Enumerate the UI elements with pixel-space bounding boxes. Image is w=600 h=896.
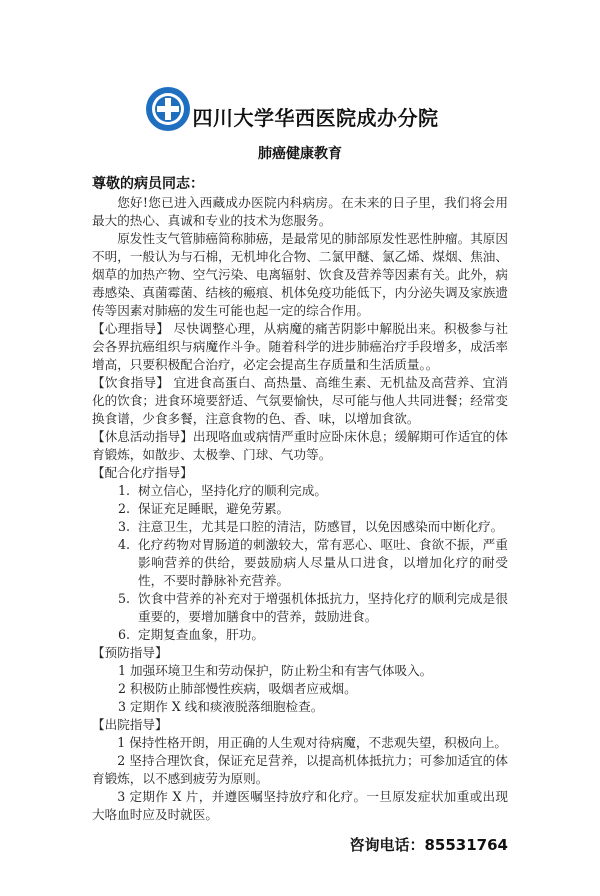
list-item: 1 加强环境卫生和劳动保护，防止粉尘和有害气体吸入。	[118, 663, 433, 678]
section-title: 【休息活动指导】	[92, 429, 193, 444]
rest-section	[92, 428, 508, 464]
list-item: 1 保持性格开朗，用正确的人生观对待病魔，不悲观失望，积极向上。	[117, 735, 508, 750]
list-item	[118, 626, 508, 644]
item-number: 1.	[118, 483, 131, 498]
section-title: 【出院指导】	[92, 717, 168, 732]
list-item	[118, 590, 508, 626]
document-title: 肺癌健康教育	[258, 146, 342, 162]
section-text: 宜进食高蛋白、高热量、高维生素、无机盐及高营养、宜消化的饮食；进食环境要舒适、气氛要愉快，尽可能与他人共同进餐；经常变换食谱，少食多餐，注意食物的色、香、味，以增加食欲。	[92, 375, 508, 426]
item-number: 3.	[118, 519, 131, 534]
list-item: 2 坚持合理饮食，保证充足营养，以提高机体抵抗力；可参加适宜的体育锻炼，以不感到疲劳为原则。	[92, 753, 508, 786]
item-text: 化疗药物对胃肠道的刺激较大，常有恶心、呕吐、食欲不振，严重影响营养的供给，要鼓励病人尽量从口进食，以增加化疗的耐受性，不要时静脉补充营养。	[138, 537, 508, 588]
section-title: 【心理指导】	[92, 321, 170, 336]
item-number: 2.	[118, 501, 131, 516]
intro-paragraph: 您好!您已进入西藏成办医院内科病房。在未来的日子里，我们将会用最大的热心、真诚和专业的技术为您服务。	[92, 195, 508, 228]
psych-section	[92, 320, 508, 374]
diet-section	[92, 374, 508, 428]
list-item	[118, 500, 508, 518]
item-number: 4.	[118, 537, 131, 552]
list-item: 3 定期作 X 片，并遵医嘱坚持放疗和化疗。一旦原发症状加重或出现大咯血时应及时就医。	[92, 789, 508, 822]
hospital-name: 四川大学华西医院成办分院	[192, 106, 439, 130]
item-text: 保证充足睡眠，避免劳累。	[138, 501, 290, 516]
hospital-logo-icon	[145, 86, 191, 132]
list-item: 3 定期作 X 线和痰液脱落细胞检查。	[118, 699, 324, 714]
phone-label: 咨询电话：	[349, 836, 425, 854]
section-text: 出现咯血或病情严重时应卧床休息；缓解期可作适宜的体育锻炼，如散步、太极拳、门球、气功等。	[92, 429, 509, 462]
letterhead	[75, 86, 508, 132]
list-item	[118, 536, 508, 590]
item-text: 饮食中营养的补充对于增强机体抵抗力，坚持化疗的顺利完成是很重要的，要增加膳食中的营养，鼓励进食。	[138, 591, 508, 624]
item-text: 注意卫生，尤其是口腔的清洁，防感冒，以免因感染而中断化疗。	[138, 519, 504, 534]
chemo-list	[92, 482, 508, 644]
section-title: 【饮食指导】	[92, 375, 170, 390]
intro-paragraph: 原发性支气管肺癌简称肺癌，是最常见的肺部原发性恶性肿瘤。其原因不明，一般认为与石棉，无机坤化合物、二氯甲醚、氯乙烯、煤烟、焦油、烟草的加热产物、空气污染、电离辐射、饮食及营养等因素有关。此外，病毒感染、真菌霉菌、结核的瘢痕、机体免疫功能低下，内分泌失调及家族遗传等因素对肺癌的发生可能也起一定的综合作用。	[92, 231, 508, 318]
list-item	[118, 518, 508, 536]
section-title: 【预防指导】	[92, 645, 168, 660]
list-item: 2 积极防止肺部慢性疾病，吸烟者应戒烟。	[118, 681, 357, 696]
greeting: 尊敬的病员同志：	[92, 176, 204, 192]
document-body	[92, 194, 508, 824]
section-text: 尽快调整心理，从病魔的痛苦阴影中解脱出来。积极参与社会各界抗癌组织与病魔作斗争。随着科学的进步肺癌治疗手段增多，成活率增高，只要积极配合治疗，必定会提高生存质量和生活质量。。	[92, 321, 508, 372]
item-text: 树立信心，坚持化疗的顺利完成。	[138, 483, 327, 498]
consult-phone	[92, 834, 508, 856]
list-item	[118, 482, 508, 500]
item-text: 定期复查血象，肝功。	[138, 627, 264, 642]
phone-number: 85531764	[424, 836, 508, 854]
item-number: 6.	[118, 627, 131, 642]
section-title: 【配合化疗指导】	[92, 465, 193, 480]
item-number: 5.	[118, 591, 131, 606]
